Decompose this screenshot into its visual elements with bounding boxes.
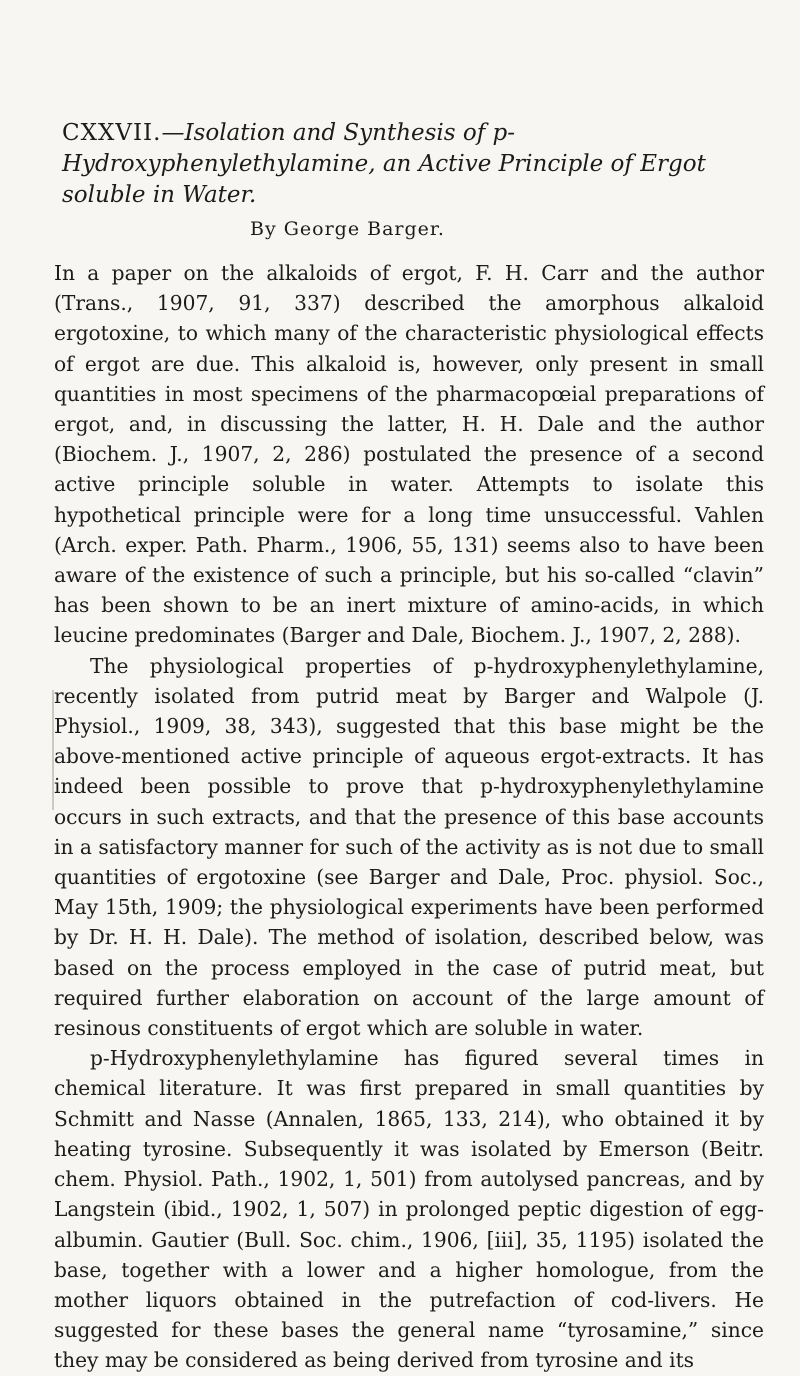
- article-number: CXXVII.: [62, 120, 162, 146]
- author-byline: By George Barger.: [250, 218, 445, 240]
- article-title-text: —Isolation and Synthesis of p-Hydroxyphenylethylamine, an Active Principle of Ergot soluble in Water.: [62, 120, 706, 208]
- paragraph-3: p-Hydroxyphenylethylamine has figured several times in chemical literature. It was first prepared in small quantities by Schmitt and Nasse (Annalen, 1865, 133, 214), who obtained it by heating tyrosine. Subsequently it was isolated by Emerson (Beitr. chem. Physiol. Path., 1902, 1, 501) from autolysed pancreas, and by Langstein (ibid., 1902, 1, 507) in prolonged peptic digestion of egg-albumin. Gautier (Bull. Soc. chim., 1906, [iii], 35, 1195) isolated the base, together with a lower and a higher homologue, from the mother liquors obtained in the putrefaction of cod-livers. He suggested for these bases the general name “tyrosamine,” since they may be considered as being derived from tyrosine and its: [54, 1046, 764, 1373]
- article-body: [54, 258, 764, 1376]
- paragraph-2: The physiological properties of p-hydroxyphenylethylamine, recently isolated from putrid meat by Barger and Walpole (J. Physiol., 1909, 38, 343), suggested that this base might be the above-mentioned active principle of aqueous ergot-extracts. It has indeed been possible to prove that p-hydroxyphenylethylamine occurs in such extracts, and that the presence of this base accounts in a satisfactory manner for such of the activity as is not due to small quantities of ergotoxine (see Barger and Dale, Proc. physiol. Soc., May 15th, 1909; the physiological experiments have been performed by Dr. H. H. Dale). The method of isolation, described below, was based on the process employed in the case of putrid meat, but required further elaboration on account of the large amount of resinous constituents of ergot which are soluble in water.: [54, 653, 764, 1041]
- paragraph-1: In a paper on the alkaloids of ergot, F. H. Carr and the author (Trans., 1907, 91, 337) described the amorphous alkaloid ergotoxine, to which many of the characteristic physiological effects of ergot are due. This alkaloid is, however, only present in small quantities in most specimens of the pharmacopœial preparations of ergot, and, in discussing the latter, H. H. Dale and the author (Biochem. J., 1907, 2, 286) postulated the presence of a second active principle soluble in water. Attempts to isolate this hypothetical principle were for a long time unsuccessful. Vahlen (Arch. exper. Path. Pharm., 1906, 55, 131) seems also to have been aware of the existence of such a principle, but his so-called “clavin” has been shown to be an inert mixture of amino-acids, in which leucine predominates (Barger and Dale, Biochem. J., 1907, 2, 288).: [54, 261, 764, 648]
- article-title: [62, 118, 752, 211]
